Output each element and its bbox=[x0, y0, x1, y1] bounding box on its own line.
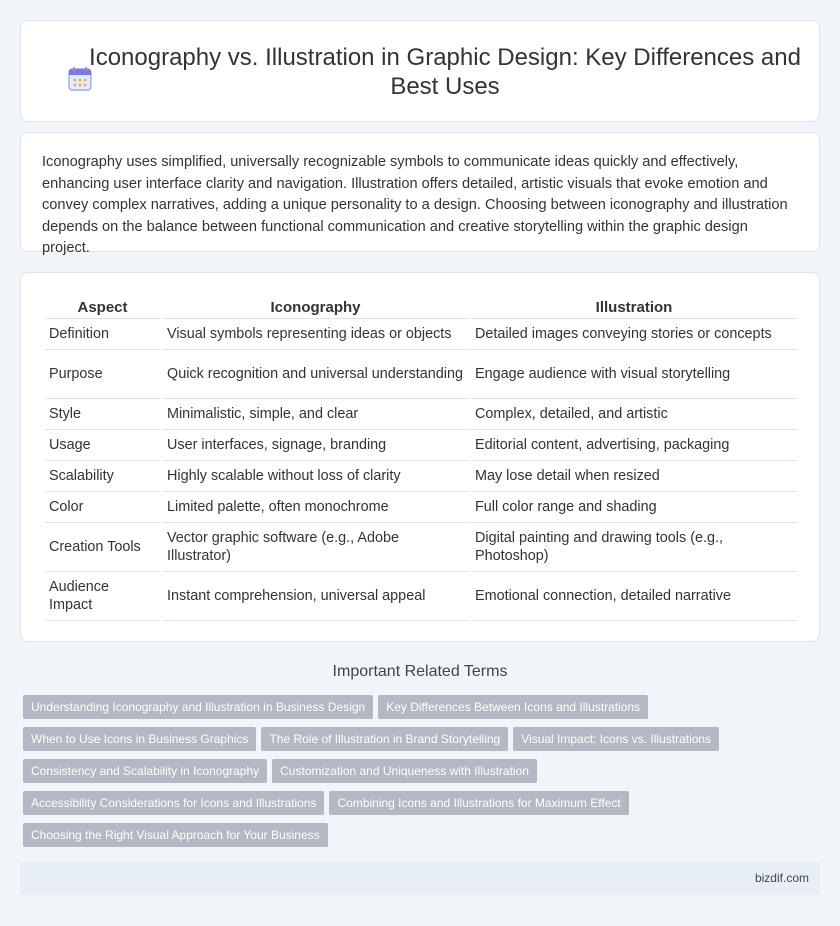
row-illustration: Editorial content, advertising, packaging bbox=[471, 430, 797, 461]
related-term-tag[interactable]: Consistency and Scalability in Iconography bbox=[23, 759, 267, 783]
footer bbox=[20, 862, 820, 895]
row-aspect: Color bbox=[45, 492, 160, 523]
table-header-row bbox=[45, 293, 797, 319]
row-illustration: Engage audience with visual storytelling bbox=[471, 350, 797, 399]
table-row bbox=[45, 523, 797, 572]
related-term-tag[interactable]: Accessibility Considerations for Icons and Illustrations bbox=[23, 791, 324, 815]
related-term-tag[interactable]: Combining Icons and Illustrations for Maximum Effect bbox=[329, 791, 628, 815]
row-iconography: Highly scalable without loss of clarity bbox=[163, 461, 468, 492]
related-terms-list bbox=[23, 695, 823, 855]
row-aspect: Creation Tools bbox=[45, 523, 160, 572]
row-aspect: Usage bbox=[45, 430, 160, 461]
related-term-tag[interactable]: Visual Impact: Icons vs. Illustrations bbox=[513, 727, 719, 751]
row-iconography: Instant comprehension, universal appeal bbox=[163, 572, 468, 621]
comparison-card bbox=[20, 272, 820, 642]
related-term-tag[interactable]: Key Differences Between Icons and Illustrations bbox=[378, 695, 648, 719]
related-term-tag[interactable]: Customization and Uniqueness with Illustration bbox=[272, 759, 537, 783]
table-row bbox=[45, 572, 797, 621]
related-term-tag[interactable]: Understanding Iconography and Illustration in Business Design bbox=[23, 695, 373, 719]
row-iconography: User interfaces, signage, branding bbox=[163, 430, 468, 461]
row-iconography: Quick recognition and universal understanding bbox=[163, 350, 468, 399]
row-illustration: May lose detail when resized bbox=[471, 461, 797, 492]
row-aspect: Purpose bbox=[45, 350, 160, 399]
related-terms-heading: Important Related Terms bbox=[332, 663, 508, 680]
table-row bbox=[45, 350, 797, 399]
row-illustration: Full color range and shading bbox=[471, 492, 797, 523]
intro-card bbox=[20, 132, 820, 256]
related-term-tag[interactable]: When to Use Icons in Business Graphics bbox=[23, 727, 256, 751]
row-iconography: Vector graphic software (e.g., Adobe Illustrator) bbox=[163, 523, 468, 572]
row-illustration: Complex, detailed, and artistic bbox=[471, 399, 797, 430]
table-row bbox=[45, 492, 797, 523]
row-aspect: Definition bbox=[45, 319, 160, 350]
row-aspect: Style bbox=[45, 399, 160, 430]
table-row bbox=[45, 399, 797, 430]
title-card bbox=[20, 20, 820, 122]
table-row bbox=[45, 319, 797, 350]
related-term-tag[interactable]: The Role of Illustration in Brand Storytelling bbox=[261, 727, 508, 751]
header-aspect: Aspect bbox=[45, 293, 160, 319]
intro-paragraph: Iconography uses simplified, universally recognizable symbols to communicate ideas quickly and effectively, enhancing user interface clarity and navigation. Illustration offers detailed, artistic visuals that evoke emotion and convey complex narratives, adding a unique personality to a design. Choosing between iconography and illustration depends on the balance between functional communication and creative storytelling within the graphic design project. bbox=[42, 154, 788, 256]
row-illustration: Digital painting and drawing tools (e.g., Photoshop) bbox=[471, 523, 797, 572]
row-illustration: Detailed images conveying stories or concepts bbox=[471, 319, 797, 350]
row-aspect: Scalability bbox=[45, 461, 160, 492]
header-illustration: Illustration bbox=[471, 293, 797, 319]
page-title: Iconography vs. Illustration in Graphic Design: Key Differences and Best Uses bbox=[89, 44, 801, 100]
row-iconography: Minimalistic, simple, and clear bbox=[163, 399, 468, 430]
related-term-tag[interactable]: Choosing the Right Visual Approach for Your Business bbox=[23, 823, 328, 847]
comparison-table bbox=[42, 293, 800, 621]
row-aspect: Audience Impact bbox=[45, 572, 160, 621]
row-illustration: Emotional connection, detailed narrative bbox=[471, 572, 797, 621]
table-row bbox=[45, 430, 797, 461]
footer-site-link[interactable]: bizdif.com bbox=[754, 871, 809, 885]
row-iconography: Limited palette, often monochrome bbox=[163, 492, 468, 523]
row-iconography: Visual symbols representing ideas or objects bbox=[163, 319, 468, 350]
header-iconography: Iconography bbox=[163, 293, 468, 319]
table-row bbox=[45, 461, 797, 492]
